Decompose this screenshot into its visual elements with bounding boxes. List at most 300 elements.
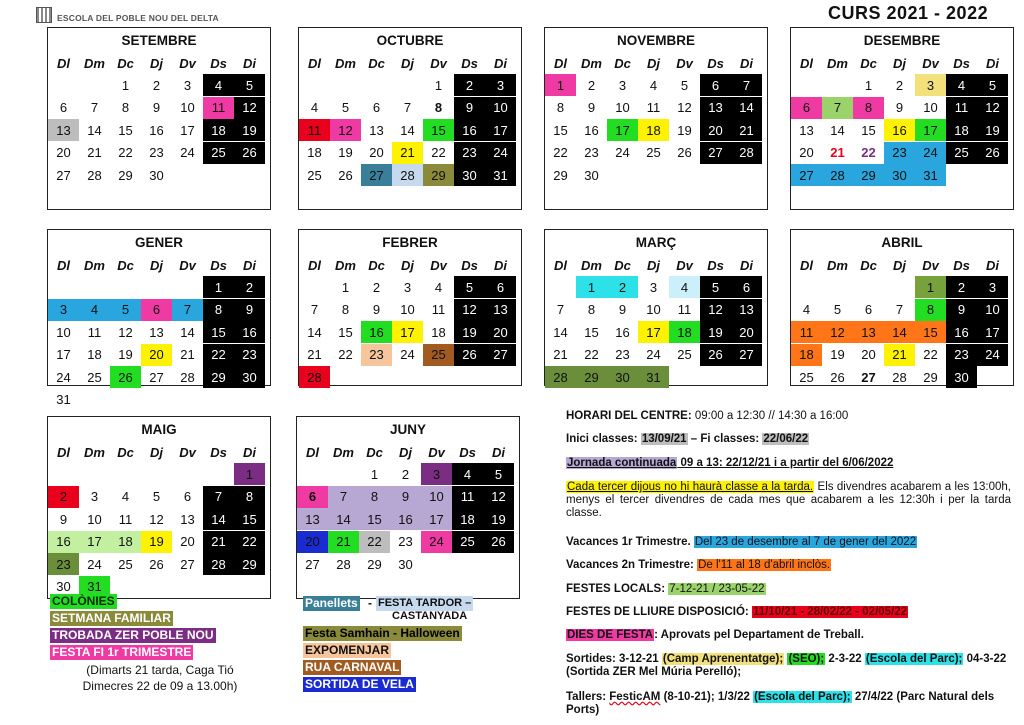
day-header: Dl	[57, 444, 70, 460]
day-header: Di	[494, 257, 507, 273]
calendar-day: 9	[946, 299, 977, 321]
calendar-day: 29	[234, 553, 265, 575]
calendar-day: 29	[367, 556, 382, 572]
calendar-day: 27	[305, 556, 320, 572]
calendar-day: 25	[423, 344, 454, 366]
calendar-day: 16	[149, 122, 164, 138]
calendar-day: 22	[584, 347, 599, 362]
month-title: SETEMBRE	[121, 33, 197, 48]
calendar-day: 22	[118, 145, 133, 160]
calendar-day: 10	[421, 486, 452, 508]
calendar-day: 14	[884, 321, 915, 343]
calendar-day: 16	[361, 321, 392, 343]
calendar-day: 13	[180, 511, 195, 527]
calendar-day: 24	[87, 556, 102, 572]
day-header: Dm	[84, 55, 105, 71]
calendar-day: 1	[234, 463, 265, 485]
calendar-day: 5	[483, 463, 514, 485]
calendar-day: 14	[307, 324, 322, 340]
legend-festa-tardor: FESTA TARDOR –	[378, 597, 472, 609]
calendar-day: 10	[87, 511, 102, 527]
vacances-1-line	[566, 536, 1011, 549]
calendar-day: 28	[299, 366, 330, 388]
calendar-day: 24	[421, 531, 452, 553]
calendar-day: 3	[403, 279, 412, 295]
calendar-day: 20	[297, 531, 328, 553]
calendar-day: 5	[977, 74, 1008, 96]
calendar-day: 21	[307, 347, 322, 362]
day-header: Dl	[554, 257, 567, 273]
calendar-day: 26	[977, 142, 1008, 164]
calendar-day: 18	[946, 119, 977, 141]
inici-line	[566, 433, 1011, 446]
calendar-day: 30	[884, 164, 915, 186]
day-header: Ds	[210, 257, 227, 273]
calendar-day: 3	[421, 463, 452, 485]
fi-date: 22/06/22	[763, 433, 809, 445]
legend-rua-carnaval: RUA CARNAVAL	[305, 660, 400, 674]
month-title: MAIG	[141, 422, 177, 437]
calendar-day: 3	[977, 276, 1008, 298]
calendar-day: 15	[118, 122, 133, 138]
calendar-day: 16	[584, 122, 599, 138]
day-header: Ds	[210, 55, 227, 71]
day-header: Dc	[614, 55, 631, 71]
calendar-day: 16	[884, 119, 915, 141]
calendar-day: 18	[791, 344, 822, 366]
calendar-day: 9	[454, 97, 485, 119]
calendar-day: 5	[341, 100, 350, 115]
calendar-day: 22	[553, 145, 568, 160]
vacances-1-label: Vacances 1r Trimestre.	[566, 536, 691, 548]
legend-panellets: Panellets	[305, 596, 358, 610]
calendar-day: 27	[861, 369, 876, 385]
day-header: Dc	[368, 257, 385, 273]
day-header: Dm	[335, 257, 356, 273]
calendar-day: 21	[328, 531, 359, 553]
sortides-mel: (Sortida ZER Mel Múria Perelló);	[566, 666, 742, 678]
day-header: Dc	[860, 257, 877, 273]
calendar-day: 2	[607, 276, 638, 298]
calendar-day: 10	[977, 299, 1008, 321]
lliure-disposicio-value: 11/10/21 - 28/02/22 - 02/05/22	[752, 606, 908, 618]
calendar-day: 30	[398, 556, 413, 572]
calendar-day: 3	[618, 77, 627, 93]
calendar-day: 25	[799, 369, 814, 385]
calendar-day: 27	[700, 142, 731, 164]
calendar-day: 23	[615, 347, 630, 362]
calendar-day: 23	[454, 142, 485, 164]
calendar-day: 2	[372, 279, 381, 295]
calendar-day: 22	[338, 347, 353, 362]
calendar-day: 9	[372, 302, 381, 317]
day-header: Di	[494, 55, 507, 71]
calendar-day: 2	[234, 276, 265, 298]
sortides-label: Sortides: 3-12-21	[566, 653, 659, 665]
calendar-day: 23	[48, 553, 79, 575]
day-header: Di	[243, 55, 256, 71]
calendar-day: 7	[556, 302, 565, 317]
school-name: ESCOLA DEL POBLE NOU DEL DELTA	[57, 13, 219, 23]
calendar-day: 22	[431, 145, 446, 160]
calendar-day: 22	[234, 531, 265, 553]
calendar-day: 5	[680, 77, 689, 93]
calendar-day: 19	[677, 122, 692, 138]
calendar-day: 21	[830, 145, 845, 160]
month-title: MARÇ	[635, 235, 677, 250]
calendar-day: 26	[110, 366, 141, 388]
calendar-day: 3	[183, 77, 192, 93]
calendar-day: 6	[59, 100, 68, 115]
calendar-day: 13	[48, 119, 79, 141]
calendar-day: 4	[434, 279, 443, 295]
calendar-day: 19	[338, 145, 353, 160]
calendar-day: 15	[338, 324, 353, 340]
day-header: Ds	[461, 55, 478, 71]
sortides-mid: 2-3-22	[828, 653, 862, 665]
day-header: Dl	[554, 55, 567, 71]
day-header: Dl	[306, 444, 319, 460]
calendar-day: 21	[203, 531, 234, 553]
legend-festa-fi-trimestre: FESTA FI 1r TRIMESTRE	[52, 645, 192, 659]
calendar-day: 8	[915, 299, 946, 321]
calendar-day: 13	[149, 324, 164, 340]
month-title: NOVEMBRE	[616, 33, 695, 48]
calendar-day: 8	[587, 302, 596, 317]
calendar-day: 5	[700, 276, 731, 298]
month-title: DESEMBRE	[863, 33, 941, 48]
calendar-day: 10	[615, 100, 630, 115]
calendar-day: 1	[915, 276, 946, 298]
calendar-day: 16	[234, 321, 265, 343]
tallers-escola: (Escola del Parc);	[754, 691, 851, 703]
calendar-day: 28	[822, 164, 853, 186]
calendar-day: 21	[553, 347, 568, 362]
day-header: Dj	[399, 444, 412, 460]
calendar-day: 27	[56, 167, 71, 183]
legend-setmana-familiar: SETMANA FAMILIAR	[52, 611, 171, 625]
calendar-day: 3	[90, 489, 99, 504]
calendar-day: 2	[401, 466, 410, 482]
day-header: Di	[986, 257, 999, 273]
calendar-day: 29	[553, 167, 568, 183]
legend-trobada-zer: TROBADA ZER POBLE NOU	[52, 628, 214, 642]
calendar-day: 10	[180, 100, 195, 115]
calendar-day: 20	[799, 145, 814, 160]
inici-date: 13/09/21	[641, 433, 687, 445]
month-juny	[296, 416, 520, 599]
day-header: Dm	[581, 257, 602, 273]
day-header: Dj	[150, 257, 163, 273]
day-header: Ds	[707, 55, 724, 71]
calendar-day: 27	[149, 369, 164, 385]
day-header: Dm	[335, 55, 356, 71]
day-header: Dv	[676, 55, 693, 71]
calendar-day: 22	[203, 344, 234, 366]
calendar-day: 6	[372, 100, 381, 115]
calendar-day: 30	[234, 366, 265, 388]
day-header: Dv	[179, 444, 196, 460]
jornada-label: Jornada continuada	[567, 457, 677, 469]
calendar-day: 27	[731, 344, 762, 366]
calendar-day: 16	[390, 508, 421, 530]
lliure-disposicio-label: FESTES DE LLIURE DISPOSICIÓ:	[566, 606, 749, 618]
sortides-end: 04-3-22	[966, 653, 1007, 665]
day-header: Di	[243, 257, 256, 273]
calendar-day: 17	[977, 321, 1008, 343]
calendar-day: 4	[946, 74, 977, 96]
day-header: Dv	[922, 257, 939, 273]
calendar-day: 13	[799, 122, 814, 138]
calendar-day: 29	[576, 366, 607, 388]
calendar-day: 2	[48, 486, 79, 508]
calendar-day: 18	[452, 508, 483, 530]
day-header: Dm	[84, 257, 105, 273]
sortides-escola: (Escola del Parc);	[865, 653, 963, 665]
day-header: Dl	[308, 257, 321, 273]
day-header: Ds	[953, 55, 970, 71]
festes-locals-value: 7-12-21 / 23-05-22	[669, 583, 765, 595]
calendar-day: 17	[915, 119, 946, 141]
calendar-day: 18	[203, 119, 234, 141]
calendar-day: 8	[121, 100, 130, 115]
calendar-day: 15	[359, 508, 390, 530]
calendar-day: 19	[234, 119, 265, 141]
legend-colonies: COLÒNIES	[52, 594, 115, 608]
calendar-day: 21	[392, 142, 423, 164]
horari-value: 09:00 a 12:30 // 14:30 a 16:00	[694, 410, 849, 422]
calendar-day: 12	[149, 511, 164, 527]
sortides-line	[566, 653, 1011, 679]
calendar-day: 20	[141, 344, 172, 366]
calendar-day: 28	[392, 164, 423, 186]
month-title: FEBRER	[382, 235, 438, 250]
calendar-day: 24	[615, 145, 630, 160]
jornada-text: 09 a 13: 22/12/21 i a partir del 6/06/2022	[680, 457, 894, 469]
calendar-day: 26	[830, 369, 845, 385]
day-header: Dm	[827, 55, 848, 71]
calendar-day: 10	[56, 324, 71, 340]
calendar-day: 27	[791, 164, 822, 186]
calendar-day: 1	[864, 77, 873, 93]
calendar-day: 31	[79, 576, 110, 598]
calendar-day: 9	[618, 302, 627, 317]
tallers-line	[566, 691, 1011, 717]
day-header: Dj	[401, 257, 414, 273]
calendar-day: 23	[361, 344, 392, 366]
calendar-day: 16	[48, 531, 79, 553]
calendar-day: 28	[180, 369, 195, 385]
calendar-day: 27	[361, 164, 392, 186]
calendar-day: 17	[421, 508, 452, 530]
tallers-b: 27/4/22 (Parc Natural dels Ports)	[566, 691, 995, 716]
day-header: Dl	[57, 55, 70, 71]
calendar-day: 6	[183, 489, 192, 504]
day-header: Dc	[860, 55, 877, 71]
fi-label: – Fi classes:	[690, 433, 760, 445]
legend-samhain: Festa Samhain - Halloween	[305, 626, 460, 640]
calendar-day: 2	[454, 74, 485, 96]
day-header: Dl	[800, 257, 813, 273]
calendar-day: 17	[56, 347, 71, 362]
day-header: Di	[492, 444, 505, 460]
calendar-day: 27	[180, 556, 195, 572]
day-header: Dv	[430, 55, 447, 71]
calendar-day: 10	[400, 302, 415, 317]
day-header: Dm	[581, 55, 602, 71]
legend-note-line-1: (Dimarts 21 tarda, Caga Tió	[86, 663, 234, 677]
calendar-day: 15	[861, 122, 876, 138]
calendar-day: 8	[203, 299, 234, 321]
calendar-day: 4	[452, 463, 483, 485]
calendar-day: 13	[485, 299, 516, 321]
calendar-day: 30	[149, 167, 164, 183]
calendar-day: 22	[359, 531, 390, 553]
calendar-day: 4	[79, 299, 110, 321]
calendar-day: 18	[669, 321, 700, 343]
calendar-day: 1	[121, 77, 130, 93]
day-header: Dc	[117, 55, 134, 71]
calendar-day: 20	[485, 321, 516, 343]
month-marc	[544, 229, 768, 386]
day-header: Dc	[368, 55, 385, 71]
day-header: Dm	[827, 257, 848, 273]
month-title: JUNY	[389, 422, 426, 437]
day-header: Dv	[179, 257, 196, 273]
calendar-day: 11	[646, 100, 661, 115]
calendar-day: 17	[392, 321, 423, 343]
calendar-day: 6	[297, 486, 328, 508]
calendar-day: 18	[307, 145, 322, 160]
school-logo-icon	[36, 7, 52, 23]
calendar-day: 10	[646, 302, 661, 317]
calendar-day: 2	[895, 77, 904, 93]
day-header: Di	[740, 257, 753, 273]
day-header: Di	[986, 55, 999, 71]
calendar-day: 15	[423, 119, 454, 141]
calendar-day: 14	[203, 508, 234, 530]
day-header: Ds	[953, 257, 970, 273]
day-header: Dj	[893, 257, 906, 273]
calendar-day: 9	[587, 100, 596, 115]
calendar-day: 25	[203, 142, 234, 164]
calendar-day: 4	[669, 276, 700, 298]
inici-label: Inici classes:	[566, 433, 638, 445]
day-header: Dj	[401, 55, 414, 71]
legend-sortida-vela: SORTIDA DE VELA	[305, 677, 414, 691]
day-header: Dv	[179, 55, 196, 71]
calendar-day: 4	[802, 302, 811, 317]
calendar-day: 1	[203, 276, 234, 298]
day-header: Dc	[117, 444, 134, 460]
calendar-day: 3	[485, 74, 516, 96]
calendar-day: 8	[341, 302, 350, 317]
day-header: Dj	[150, 55, 163, 71]
calendar-day: 28	[203, 553, 234, 575]
sortides-seo: (SEO);	[788, 653, 825, 665]
calendar-day: 24	[915, 142, 946, 164]
dies-festa-label: DIES DE FESTA	[567, 629, 654, 641]
calendar-day: 9	[895, 100, 904, 115]
calendar-day: 6	[141, 299, 172, 321]
calendar-day: 11	[431, 302, 446, 317]
calendar-day: 29	[118, 167, 133, 183]
vacances-2-label: Vacances 2n Trimestre:	[566, 559, 694, 571]
calendar-day: 19	[977, 119, 1008, 141]
calendar-day: 7	[90, 100, 99, 115]
calendar-day: 31	[485, 164, 516, 186]
day-header: Dc	[614, 257, 631, 273]
calendar-day: 16	[946, 321, 977, 343]
calendar-day: 25	[646, 145, 661, 160]
calendar-day: 22	[861, 145, 876, 160]
calendar-day: 7	[731, 74, 762, 96]
calendar-day: 9	[59, 511, 68, 527]
calendar-day: 13	[297, 508, 328, 530]
calendar-day: 11	[946, 97, 977, 119]
month-title: GENER	[134, 235, 183, 250]
day-header: Dj	[150, 444, 163, 460]
calendar-day: 18	[87, 347, 102, 362]
calendar-day: 5	[454, 276, 485, 298]
calendar-day: 20	[861, 347, 876, 362]
calendar-day: 12	[454, 299, 485, 321]
calendar-day: 28	[87, 167, 102, 183]
month-gener	[47, 229, 271, 407]
tallers-label: Tallers:	[566, 691, 607, 703]
calendar-day: 16	[615, 324, 630, 340]
calendar-day: 1	[545, 74, 576, 96]
calendar-day: 7	[203, 486, 234, 508]
calendar-day: 4	[649, 77, 658, 93]
calendar-day: 18	[110, 531, 141, 553]
calendar-day: 9	[152, 100, 161, 115]
calendar-day: 28	[892, 369, 907, 385]
calendar-day: 14	[87, 122, 102, 138]
calendar-day: 2	[946, 276, 977, 298]
calendar-day: 8	[853, 97, 884, 119]
calendar-day: 8	[359, 486, 390, 508]
calendar-day: 23	[149, 145, 164, 160]
calendar-day: 7	[172, 299, 203, 321]
calendar-day: 13	[700, 97, 731, 119]
calendar-day: 5	[833, 302, 842, 317]
day-header: Dj	[893, 55, 906, 71]
festes-locals-line	[566, 583, 1011, 596]
calendar-day: 12	[677, 100, 692, 115]
calendar-day: 23	[884, 142, 915, 164]
calendar-day: 25	[87, 369, 102, 385]
calendar-day: 14	[328, 508, 359, 530]
calendar-day: 23	[946, 344, 977, 366]
calendar-day: 24	[646, 347, 661, 362]
calendar-day: 12	[483, 486, 514, 508]
calendar-day: 4	[203, 74, 234, 96]
calendar-day: 17	[485, 119, 516, 141]
lliure-disposicio-line	[566, 606, 1011, 619]
month-desembre	[790, 27, 1014, 210]
calendar-day: 19	[141, 531, 172, 553]
calendar-day: 25	[452, 531, 483, 553]
day-header: Dc	[117, 257, 134, 273]
calendar-day: 15	[234, 508, 265, 530]
calendar-day: 10	[485, 97, 516, 119]
calendar-day: 14	[731, 97, 762, 119]
calendar-day: 30	[56, 579, 71, 594]
calendar-day: 24	[485, 142, 516, 164]
day-header: Dl	[800, 55, 813, 71]
day-header: Di	[740, 55, 753, 71]
